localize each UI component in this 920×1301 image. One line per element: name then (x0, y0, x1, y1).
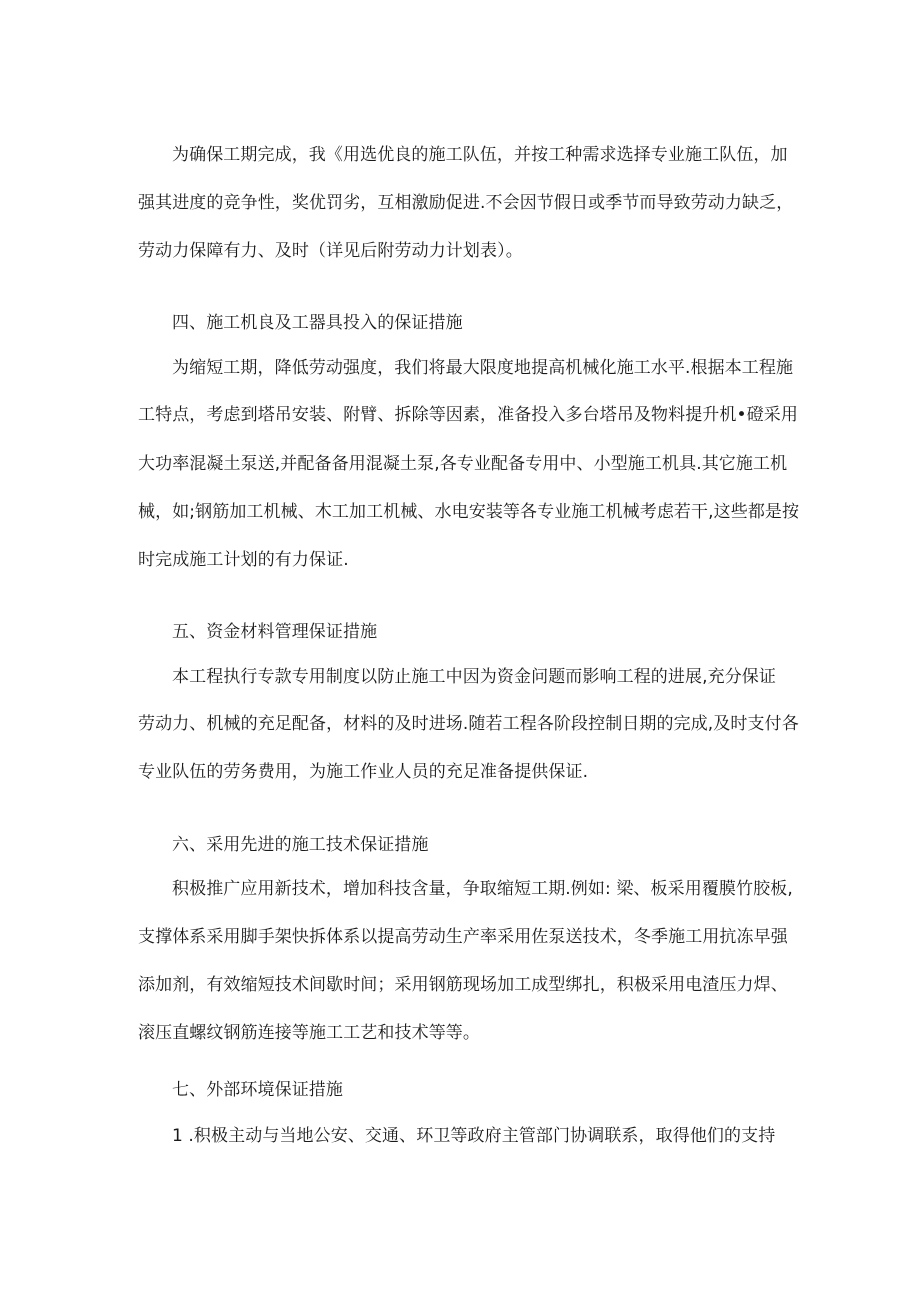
section7-line-1: 1 .积极主动与当地公安、交通、环卫等政府主管部门协调联系，取得他们的支持 (172, 1126, 776, 1146)
section6-heading: 六、采用先进的施工技术保证措施 (172, 835, 429, 855)
section5-line-2: 劳动力、机械的充足配备，材料的及时进场.随若工程各阶段控制日期的完成,及时支付各 (138, 714, 799, 734)
section7-heading: 七、外部环境保证措施 (172, 1080, 343, 1100)
section4-line-4: 械，如;钢筋加工机械、木工加工机械、水电安装等各专业施工机械考虑若干,这些都是按 (138, 502, 800, 522)
para1-line-1: 为确保工期完成，我《用选优良的施工队伍，并按工种需求选择专业施工队伍，加 (172, 145, 788, 165)
section5-heading: 五、资金材料管理保证措施 (172, 622, 378, 642)
para1-line-2: 强其进度的竞争性，奖优罚劣，互相激励促进.不会因节假日或季节而导致劳动力缺乏， (138, 193, 794, 213)
section6-line-3: 添加剂，有效缩短技术间歇时间；采用钢筋现场加工成型绑扎，积极采用电渣压力焊、 (138, 975, 788, 995)
section5-line-3: 专业队伍的劳务费用，为施工作业人员的充足准备提供保证. (138, 762, 589, 782)
section4-line-2: 工特点，考虑到塔吊安装、附臂、拆除等因素，准备投入多台塔吊及物料提升机•磴采用 (138, 405, 798, 425)
section6-line-4: 滚压直螺纹钢筋连接等施工工艺和技术等等。 (138, 1023, 480, 1043)
section4-line-1: 为缩短工期，降低劳动强度，我们将最大限度地提高机械化施工水平.根据本工程施 (172, 358, 794, 378)
section4-line-3: 大功率混凝土泵送,并配备备用混凝土泵,各专业配备专用中、小型施工机具.其它施工机 (138, 454, 788, 474)
section5-line-1: 本工程执行专款专用制度以防止施工中因为资金问题而影响工程的进展,充分保证 (172, 667, 777, 687)
section4-heading: 四、施工机良及工器具投入的保证措施 (172, 313, 463, 333)
section6-line-1: 积极推广应用新技术，增加科技含量，争取缩短工期.例如: 梁、板采用覆膜竹胶板, (172, 879, 793, 899)
para1-line-3: 劳动力保障有力、及时（详见后附劳动力计划表）。 (138, 241, 523, 261)
section6-line-2: 支撑体系采用脚手架快拆体系以提高劳动生产率采用佐泵送技术，冬季施工用抗冻早强 (138, 927, 788, 947)
section4-line-5: 时完成施工计划的有力保证. (138, 550, 349, 570)
